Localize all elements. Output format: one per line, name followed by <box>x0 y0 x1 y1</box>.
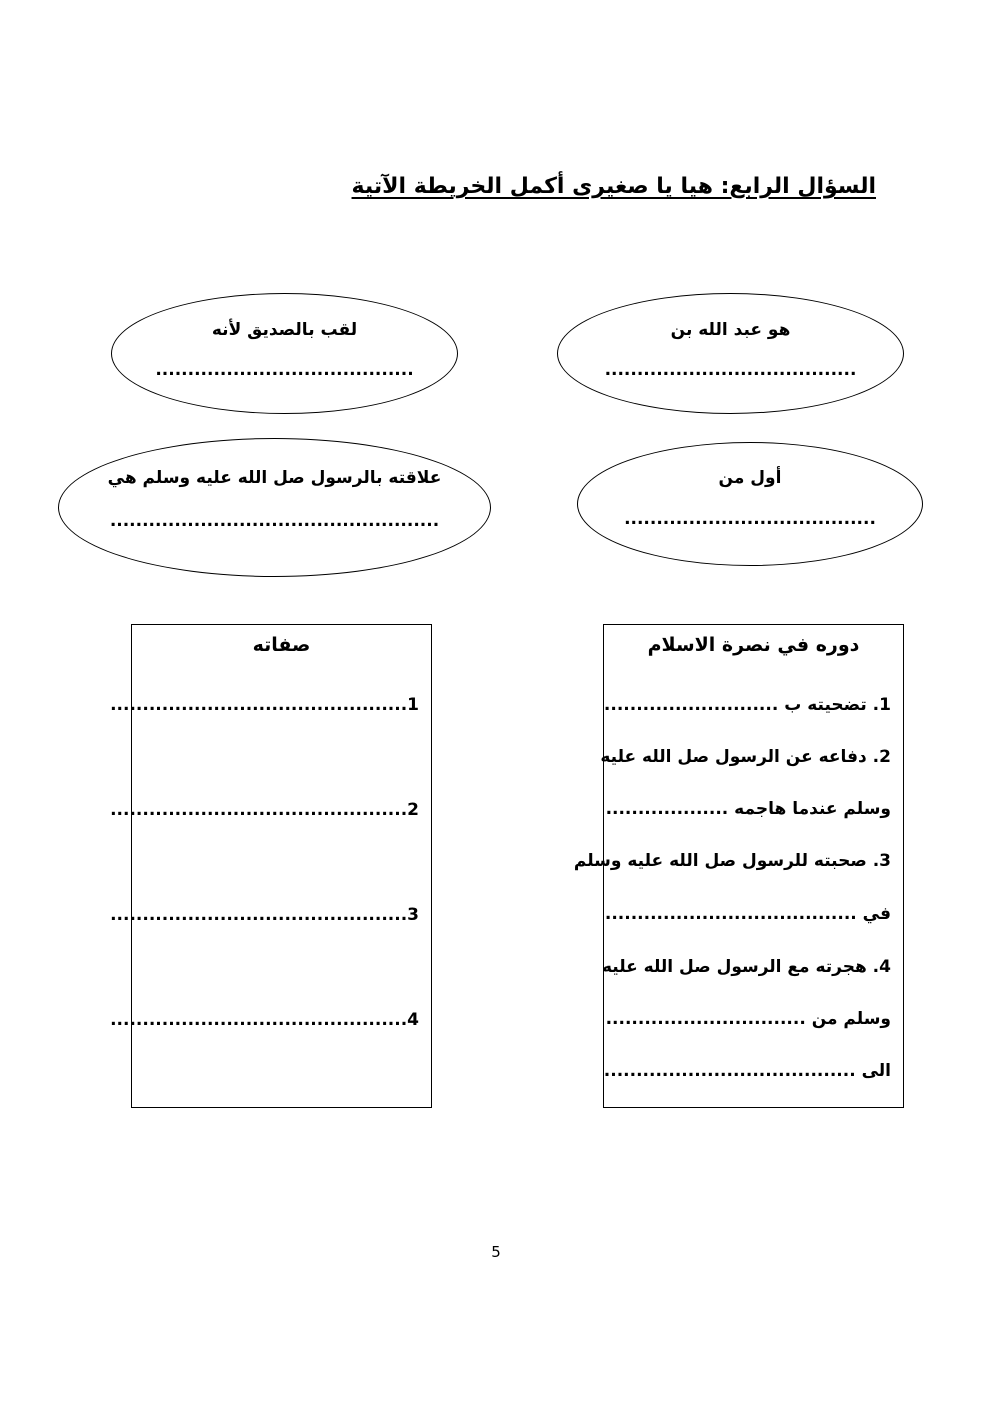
role-line: وسلم عندما هاجمه ................... <box>605 799 891 819</box>
role-line: 1. تضحيته ب ........................... <box>603 695 891 715</box>
role-title: دوره في نصرة الاسلام <box>647 634 860 656</box>
role-line: الى ....................................... <box>603 1061 891 1081</box>
role-line: 2. دفاعه عن الرسول صل الله عليه <box>600 747 891 767</box>
role-line: في ....................................... <box>604 904 891 924</box>
traits-box <box>110 624 432 1108</box>
ellipse-nickname <box>111 293 458 414</box>
ellipse-relation <box>58 438 491 577</box>
ellipse-name-label: هو عبد الله بن <box>670 320 791 340</box>
traits-title: صفاته <box>252 634 311 656</box>
question-title: السؤال الرابع: هيا يا صغيرى أكمل الخريطة الآتية <box>351 174 876 199</box>
ellipse-relation-dots: ................................................... <box>109 511 440 531</box>
ellipse-first-label: أول من <box>718 468 782 488</box>
ellipse-first-dots: ....................................... <box>624 509 876 529</box>
role-box <box>573 624 904 1108</box>
traits-item: 3.............................................. <box>110 905 419 925</box>
ellipse-name-dots: ....................................... <box>604 360 857 380</box>
role-line: 3. صحبته للرسول صل الله عليه وسلم <box>573 851 891 871</box>
traits-item: 2.............................................. <box>110 800 419 820</box>
ellipse-name <box>557 293 904 414</box>
ellipse-first <box>577 442 923 566</box>
traits-item: 4.............................................. <box>110 1010 419 1030</box>
ellipse-nickname-label: لقب بالصديق لأنه <box>211 320 358 340</box>
page-number: 5 <box>491 1243 501 1261</box>
role-line: 4. هجرته مع الرسول صل الله عليه <box>601 957 891 977</box>
traits-item: 1.............................................. <box>110 695 419 715</box>
ellipse-relation-label: علاقته بالرسول صل الله عليه وسلم هي <box>107 468 442 488</box>
ellipse-nickname-dots: ........................................ <box>155 360 414 380</box>
role-line: وسلم من ............................... <box>605 1009 891 1029</box>
